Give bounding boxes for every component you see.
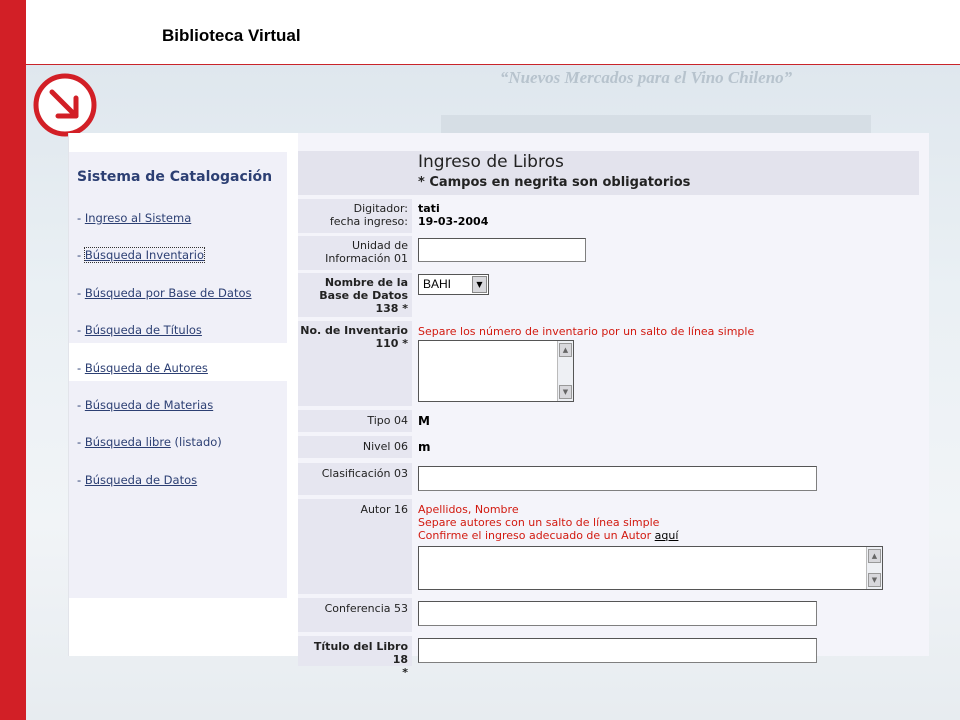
inventario-label-line: 110 * (375, 337, 408, 350)
titulo-label-line: * (402, 666, 408, 679)
digitador-value: tati (418, 202, 440, 215)
sidebar-item-busqueda-materias[interactable]: - Búsqueda de Materias (77, 398, 214, 412)
background-headline: “Nuevos Mercados para el Vino Chileno” (499, 68, 793, 87)
app-screenshot (68, 133, 929, 679)
sidebar-item-ingreso-sistema[interactable]: - Ingreso al Sistema (77, 211, 192, 225)
digitador-label-cell (298, 199, 412, 233)
tipo-value: M (418, 414, 430, 428)
background-column (441, 115, 871, 135)
base-datos-select[interactable] (418, 274, 489, 295)
sidebar-item-label[interactable]: Búsqueda de Títulos (84, 323, 202, 337)
inventario-hint: Separe los número de inventario por un salto de línea simple (418, 325, 755, 338)
sidebar-item-busqueda-autores[interactable]: - Búsqueda de Autores (77, 361, 208, 375)
form-subtitle: * Campos en negrita son obligatorios (418, 175, 691, 190)
nivel-label: Nivel 06 (298, 436, 412, 458)
autor-confirm-link[interactable]: aquí (654, 529, 679, 542)
base-datos-label-cell (298, 273, 412, 317)
titulo-label-line: Título del Libro 18 (313, 640, 408, 666)
titulo-label-cell (298, 636, 412, 679)
clasificacion-input[interactable] (418, 466, 817, 491)
autor-hint: Confirme el ingreso adecuado de un Autor (418, 529, 655, 542)
sidebar-item-busqueda-inventario[interactable]: - Búsqueda Inventario (77, 248, 205, 262)
clasificacion-label: Clasificación 03 (298, 463, 412, 495)
sidebar-title: Sistema de Catalogación (77, 169, 273, 185)
sidebar-item-label[interactable]: Búsqueda de Materias (84, 398, 214, 412)
autor-hint: Separe autores con un salto de línea simple (418, 516, 660, 529)
sidebar-item-label[interactable]: Búsqueda de Autores (84, 361, 208, 375)
autor-textarea[interactable] (418, 546, 883, 590)
sidebar-item-label[interactable]: Búsqueda de Datos (84, 473, 198, 487)
autor-label: Autor 16 (298, 499, 412, 594)
arrow-circle-logo-icon (32, 72, 98, 138)
inventario-label-line: No. de Inventario (300, 324, 408, 337)
sidebar-item-busqueda-titulos[interactable]: - Búsqueda de Títulos (77, 323, 202, 337)
scrollbar[interactable] (557, 341, 573, 401)
sidebar-item-busqueda-libre[interactable]: - Búsqueda libre (listado) (77, 435, 222, 449)
fecha-label: fecha ingreso: (329, 215, 408, 228)
form-panel (298, 133, 929, 679)
unidad-label-line: Información 01 (325, 252, 408, 265)
base-label-line: 138 * (375, 302, 408, 315)
titulo-input[interactable] (418, 638, 817, 663)
scroll-down-icon[interactable]: ▼ (868, 573, 881, 587)
inventario-label-cell (298, 321, 412, 406)
sidebar (69, 133, 287, 656)
slide-title: Biblioteca Virtual (162, 26, 301, 45)
autor-hint: Apellidos, Nombre (418, 503, 519, 516)
accent-bar (0, 0, 26, 720)
base-label-line: Nombre de la (324, 276, 408, 289)
unidad-informacion-input[interactable] (418, 238, 586, 262)
scroll-down-icon[interactable]: ▼ (559, 385, 572, 399)
sidebar-item-label[interactable]: Búsqueda Inventario (84, 248, 205, 262)
base-datos-selected-value: BAHI (423, 277, 452, 291)
header-divider (26, 64, 960, 65)
conferencia-input[interactable] (418, 601, 817, 626)
sidebar-item-label[interactable]: Ingreso al Sistema (84, 211, 192, 225)
fecha-value: 19-03-2004 (418, 215, 489, 228)
sidebar-item-busqueda-base-datos[interactable]: - Búsqueda por Base de Datos (77, 286, 252, 300)
scroll-up-icon[interactable]: ▲ (868, 549, 881, 563)
sidebar-item-label[interactable]: Búsqueda por Base de Datos (84, 286, 252, 300)
base-label-line: Base de Datos (319, 289, 408, 302)
scroll-up-icon[interactable]: ▲ (559, 343, 572, 357)
tipo-label: Tipo 04 (298, 410, 412, 432)
form-title: Ingreso de Libros (418, 152, 564, 172)
scrollbar[interactable] (866, 547, 882, 589)
unidad-label-line: Unidad de (351, 239, 408, 252)
sidebar-item-busqueda-datos[interactable]: - Búsqueda de Datos (77, 473, 198, 487)
digitador-value-cell (418, 202, 488, 228)
conferencia-label: Conferencia 53 (298, 598, 412, 632)
digitador-label: Digitador: (353, 202, 408, 215)
inventario-textarea[interactable] (418, 340, 574, 402)
autor-hints (418, 503, 678, 542)
unidad-label-cell (298, 236, 412, 270)
chevron-down-icon[interactable]: ▼ (472, 276, 487, 293)
nivel-value: m (418, 440, 431, 454)
sidebar-item-label[interactable]: Búsqueda libre (84, 435, 171, 449)
